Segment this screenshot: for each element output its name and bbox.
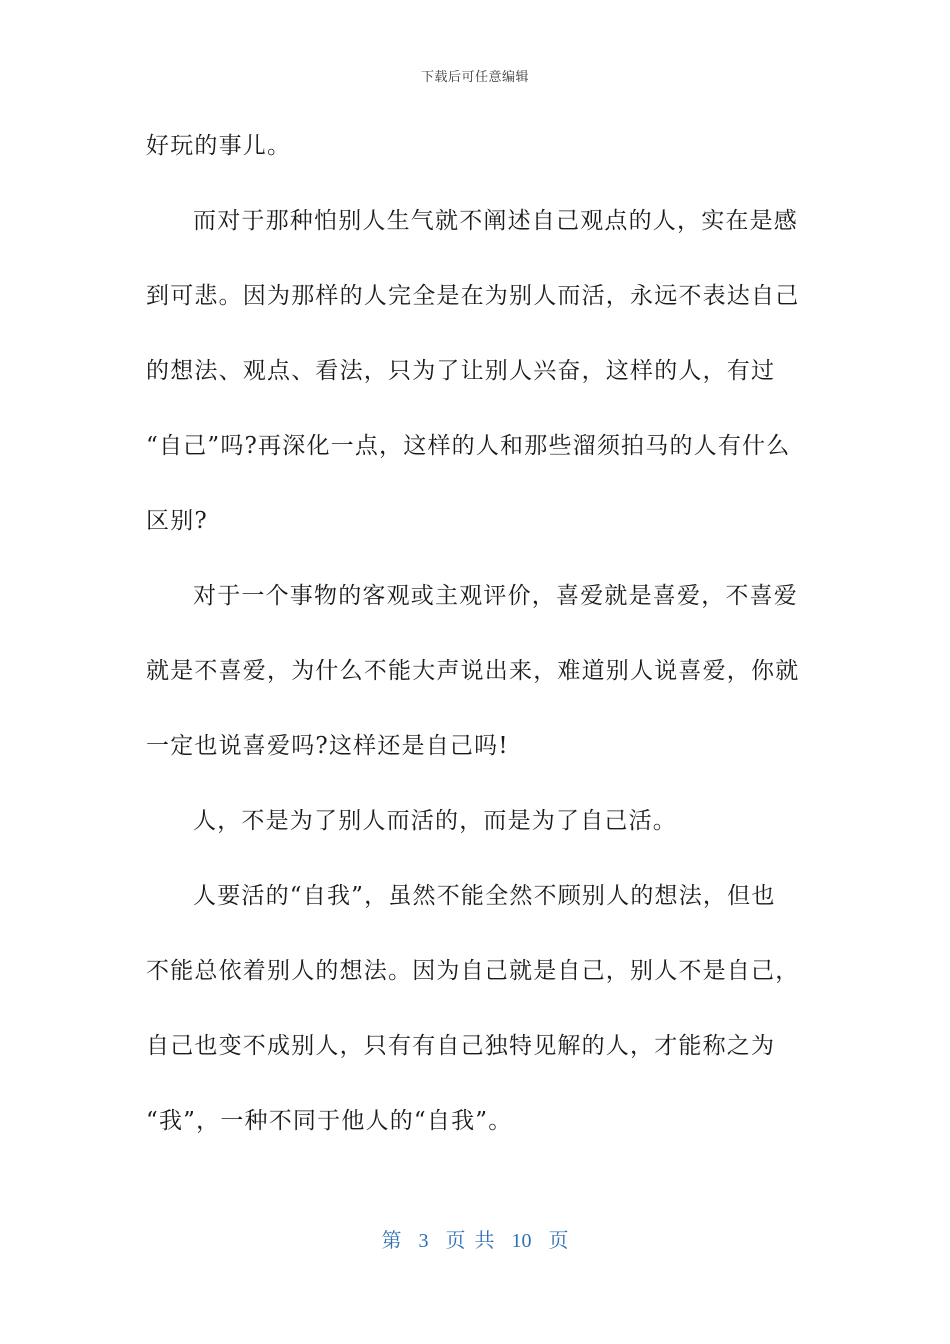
paragraph-line-10: 人，不是为了别人而活的，而是为了自己活。 [193, 808, 677, 834]
paragraph-line-14: “我”，一种不同于他人的“自我”。 [146, 1108, 513, 1134]
paragraph-line-3: 到可悲。因为那样的人完全是在为别人而活，永远不表达自己 [146, 283, 800, 309]
document-body [146, 120, 806, 1170]
paragraph-line-9: 一定也说喜爱吗?这样还是自己吗! [146, 733, 509, 759]
paragraph-line-4: 的想法、观点、看法，只为了让别人兴奋，这样的人，有过 [146, 358, 776, 384]
total-page-count: 10 [511, 1230, 532, 1252]
paragraph-line-5: “自己”吗?再深化一点，这样的人和那些溜须拍马的人有什么 [146, 433, 791, 459]
paragraph-line-8: 就是不喜爱，为什么不能大声说出来，难道别人说喜爱，你就 [146, 658, 800, 684]
current-page-number: 3 [418, 1230, 429, 1252]
footer-prefix: 第 [381, 1230, 402, 1252]
footer-middle: 页 共 [445, 1230, 495, 1252]
paragraph-line-2: 而对于那种怕别人生气就不阐述自己观点的人，实在是感 [193, 208, 798, 234]
footer-suffix: 页 [548, 1230, 569, 1252]
paragraph-line-7: 对于一个事物的客观或主观评价，喜爱就是喜爱，不喜爱 [193, 583, 798, 609]
paragraph-line-12: 不能总依着别人的想法。因为自己就是自己，别人不是自己， [146, 958, 800, 984]
paragraph-line-6: 区别? [146, 508, 208, 534]
paragraph-line-13: 自己也变不成别人，只有有自己独特见解的人，才能称之为 [146, 1033, 776, 1059]
page-number-footer [0, 1224, 950, 1253]
paragraph-line-1: 好玩的事儿。 [146, 133, 292, 159]
paragraph-line-11: 人要活的“自我”，虽然不能全然不顾别人的想法，但也 [193, 883, 776, 909]
page-header: 下载后可任意编辑 [420, 70, 529, 85]
